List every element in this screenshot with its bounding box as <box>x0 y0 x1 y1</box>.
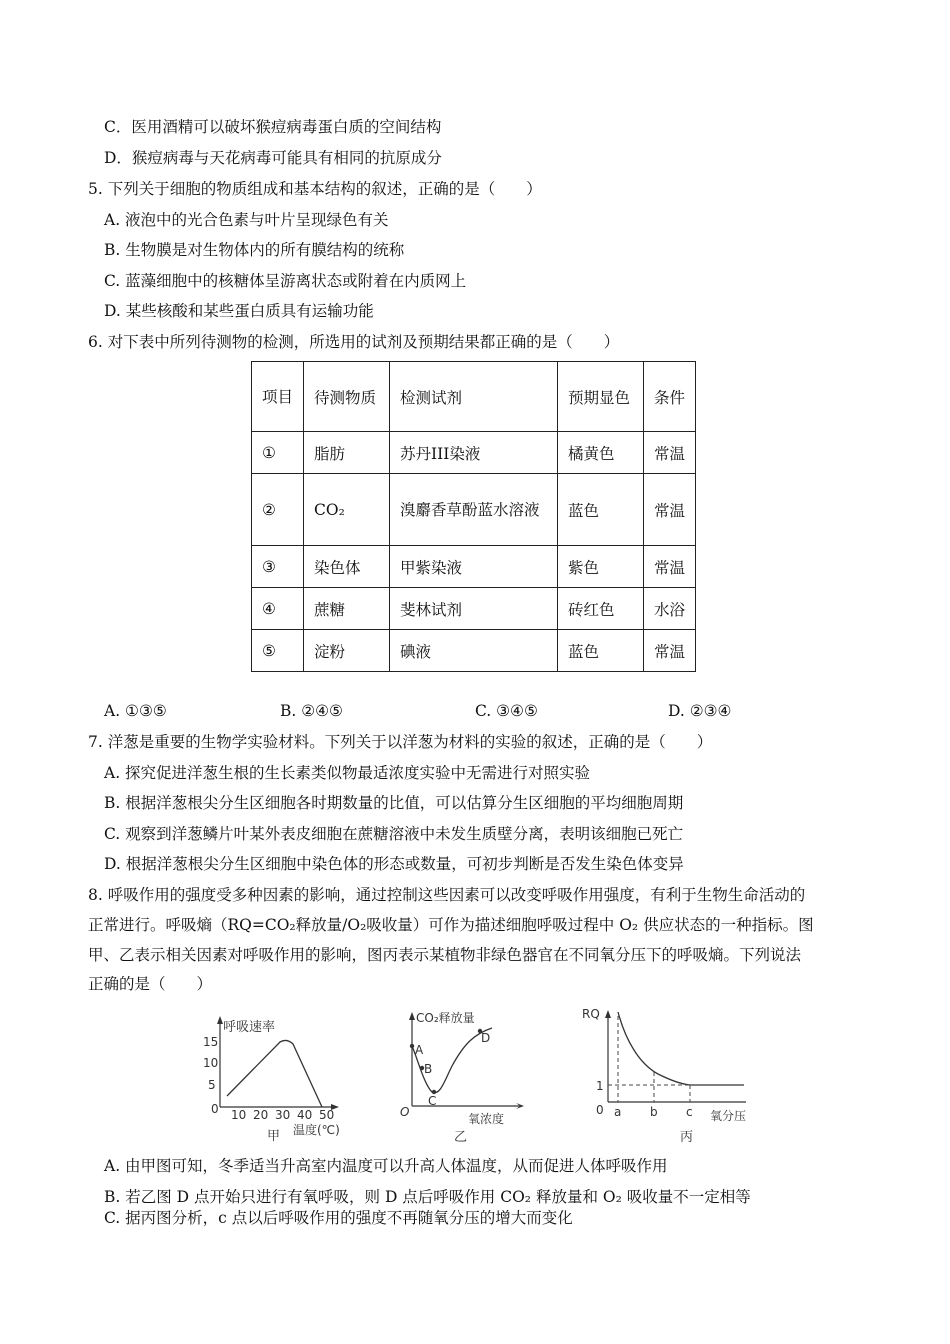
yi-y-arrow <box>409 1012 415 1020</box>
q7-option-a: A. 探究促进洋葱生根的生长素类似物最适浓度实验中无需进行对照实验 <box>104 764 591 782</box>
table-cell: 斐林试剂 <box>390 588 558 630</box>
table-cell: 苏丹III染液 <box>390 432 558 474</box>
table-cell: 常温 <box>644 432 696 474</box>
q6-table <box>251 361 696 672</box>
table-cell: 紫色 <box>558 546 644 588</box>
bing-xtick-b: b <box>650 1105 658 1119</box>
yi-label-c: C <box>428 1094 437 1108</box>
bing-xtick-a: a <box>614 1105 622 1119</box>
bing-xlabel: 氧分压 <box>710 1109 747 1123</box>
jia-xtick-10: 10 <box>231 1108 247 1122</box>
header-cell: 预期显色 <box>558 362 644 432</box>
q6-choice-a: A. ①③⑤ <box>104 702 167 720</box>
q7-option-d: D. 根据洋葱根尖分生区细胞中染色体的形态或数量，可初步判断是否发生染色体变异 <box>104 855 684 873</box>
table-cell: 淀粉 <box>304 630 390 672</box>
table-cell: 蓝色 <box>558 474 644 546</box>
q5-option-a: A. 液泡中的光合色素与叶片呈现绿色有关 <box>104 211 389 229</box>
q8-option-a: A. 由甲图可知，冬季适当升高室内温度可以升高人体温度，从而促进人体呼吸作用 <box>104 1157 668 1175</box>
yi-ylabel: CO₂释放量 <box>416 1011 475 1025</box>
q4-option-d: D．猴痘病毒与天花病毒可能具有相同的抗原成分 <box>104 149 442 167</box>
q7-option-c: C. 观察到洋葱鳞片叶某外表皮细胞在蔗糖溶液中未发生质壁分离，表明该细胞已死亡 <box>104 825 684 843</box>
yi-caption: 乙 <box>454 1130 468 1145</box>
q8-stem-line4: 正确的是（ ） <box>88 975 213 993</box>
jia-ytick-10: 10 <box>203 1056 219 1070</box>
yi-label-d: D <box>481 1031 491 1045</box>
table-cell: 蔗糖 <box>304 588 390 630</box>
bing-origin: 0 <box>596 1103 604 1117</box>
yi-label-b: B <box>424 1062 433 1076</box>
q5-option-c: C. 蓝藻细胞中的核糖体呈游离状态或附着在内质网上 <box>104 272 467 290</box>
bing-xtick-c: c <box>686 1105 693 1119</box>
figure-bing <box>578 1002 758 1147</box>
jia-ylabel: 呼吸速率 <box>223 1020 276 1035</box>
header-cell: 待测物质 <box>304 362 390 432</box>
jia-xtick-20: 20 <box>253 1108 269 1122</box>
table-cell: ② <box>252 474 304 546</box>
table-row <box>252 546 696 588</box>
q8-stem-line1: 8. 呼吸作用的强度受多种因素的影响，通过控制这些因素可以改变呼吸作用强度，有利于生物生命活动的 <box>88 886 806 904</box>
q5-option-b: B. 生物膜是对生物体内的所有膜结构的统称 <box>104 241 405 259</box>
table-row <box>252 630 696 672</box>
q7-option-b: B. 根据洋葱根尖分生区细胞各时期数量的比值，可以估算分生区细胞的平均细胞周期 <box>104 794 684 812</box>
table-cell: CO₂ <box>304 474 390 546</box>
figure-yi <box>392 1002 542 1147</box>
table-row <box>252 432 696 474</box>
jia-xtick-50: 50 <box>319 1108 335 1122</box>
q5-option-d: D. 某些核酸和某些蛋白质具有运输功能 <box>104 302 374 320</box>
jia-xtick-30: 30 <box>275 1108 291 1122</box>
table-cell: ⑤ <box>252 630 304 672</box>
q8-stem-line3: 甲、乙表示相关因素对呼吸作用的影响，图丙表示某植物非绿色器官在不同氧分压下的呼吸熵。下列说法 <box>88 946 802 964</box>
bing-ytick-1: 1 <box>596 1079 604 1093</box>
q8-option-b: B. 若乙图 D 点开始只进行有氧呼吸，则 D 点后呼吸作用 CO₂ 释放量和 O₂ 吸收量不一定相等 <box>104 1188 751 1206</box>
q7-stem: 7. 洋葱是重要的生物学实验材料。下列关于以洋葱为材料的实验的叙述，正确的是（ ） <box>88 733 713 751</box>
yi-xlabel: 氧浓度 <box>468 1112 505 1126</box>
table-cell: 橘黄色 <box>558 432 644 474</box>
figure-jia <box>195 1012 355 1147</box>
table-cell: ① <box>252 432 304 474</box>
table-cell: 常温 <box>644 630 696 672</box>
q6-choice-b: B. ②④⑤ <box>280 702 343 720</box>
jia-xtick-40: 40 <box>297 1108 313 1122</box>
bing-ylabel: RQ <box>582 1007 600 1021</box>
jia-ytick-5: 5 <box>208 1078 216 1092</box>
bing-curve <box>618 1012 744 1085</box>
table-cell: 水浴 <box>644 588 696 630</box>
table-cell: 常温 <box>644 474 696 546</box>
table-cell: 常温 <box>644 546 696 588</box>
table-cell: 碘液 <box>390 630 558 672</box>
table-cell: 蓝色 <box>558 630 644 672</box>
q8-stem-line2: 正常进行。呼吸熵（RQ=CO₂释放量/O₂吸收量）可作为描述细胞呼吸过程中 O₂ 供应状态的一种指标。图 <box>88 916 814 934</box>
table-header-row <box>252 362 696 432</box>
q5-stem: 5. 下列关于细胞的物质组成和基本结构的叙述，正确的是（ ） <box>88 180 542 198</box>
jia-curve <box>227 1040 322 1107</box>
q6-choice-c: C. ③④⑤ <box>475 702 538 720</box>
table-cell: 溴麝香草酚蓝水溶液 <box>390 474 558 546</box>
jia-origin: 0 <box>211 1102 219 1116</box>
yi-curve <box>412 1028 492 1093</box>
header-cell: 检测试剂 <box>390 362 558 432</box>
table-cell: ④ <box>252 588 304 630</box>
table-row <box>252 474 696 546</box>
yi-point-a <box>410 1044 414 1048</box>
yi-label-a: A <box>415 1043 424 1057</box>
bing-y-arrow <box>605 1010 611 1018</box>
q6-choice-d: D. ②③④ <box>668 702 732 720</box>
table-cell: 染色体 <box>304 546 390 588</box>
jia-xlabel: 温度(℃) <box>293 1123 340 1137</box>
bing-caption: 丙 <box>680 1130 694 1145</box>
table-cell: 脂肪 <box>304 432 390 474</box>
yi-origin: O <box>400 1105 410 1119</box>
jia-ytick-15: 15 <box>203 1035 219 1049</box>
header-cell: 项目 <box>252 362 304 432</box>
table-cell: 甲紫染液 <box>390 546 558 588</box>
header-cell: 条件 <box>644 362 696 432</box>
q8-option-c: C. 据丙图分析，c 点以后呼吸作用的强度不再随氧分压的增大而变化 <box>104 1209 573 1227</box>
table-cell: ③ <box>252 546 304 588</box>
q4-option-c: C．医用酒精可以破坏猴痘病毒蛋白质的空间结构 <box>104 118 442 136</box>
jia-caption: 甲 <box>267 1129 281 1144</box>
table-cell: 砖红色 <box>558 588 644 630</box>
table-row <box>252 588 696 630</box>
q6-stem: 6. 对下表中所列待测物的检测，所选用的试剂及预期结果都正确的是（ ） <box>88 333 620 351</box>
